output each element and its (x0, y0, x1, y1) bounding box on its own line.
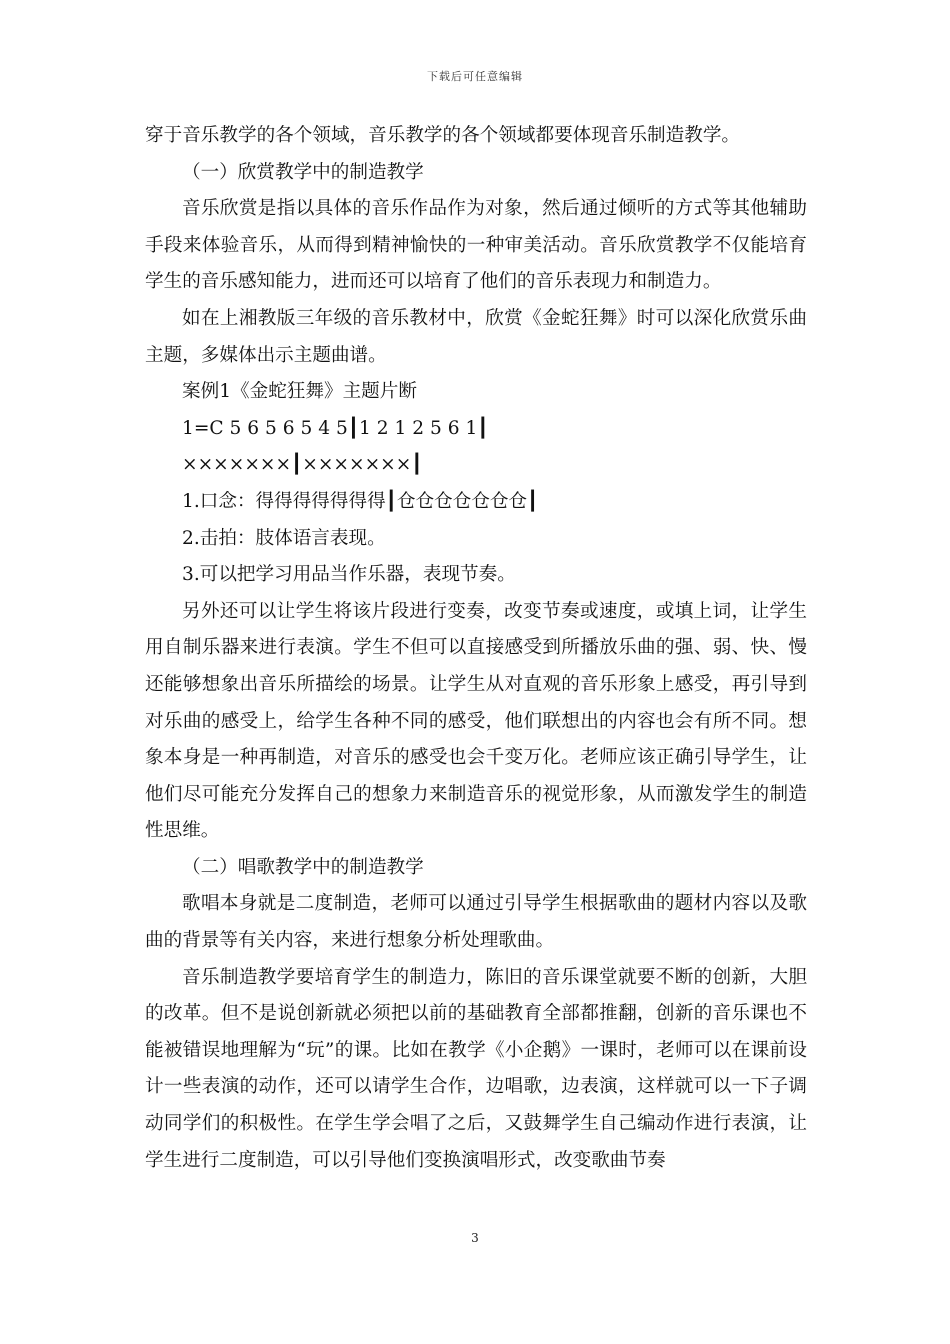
page-number: 3 (471, 1231, 479, 1245)
document-body (145, 118, 807, 1179)
case-title: 案例1《金蛇狂舞》主题片断 (182, 381, 417, 403)
paragraph-singing: 歌唱本身就是二度制造，老师可以通过引导学生根据歌曲的题材内容以及歌曲的背景等有关内容，来进行想象分析处理歌曲。 (145, 893, 807, 952)
page-header: 下载后可任意编辑 (427, 70, 523, 83)
paragraph-creative-teaching: 音乐制造教学要培育学生的制造力，陈旧的音乐课堂就要不断的创新，大胆的改革。但不是说创新就必须把以前的基础教育全部都推翻，创新的音乐课也不能被错误地理解为“玩”的课。比如在教学《小企鹅》一课时，老师可以在课前设计一些表演的动作，还可以请学生合作，边唱歌，边表演，这样就可以一下子调动同学们的积极性。在学生学会唱了之后，又鼓舞学生自己编动作进行表演，让学生进行二度制造，可以引导他们变换演唱形式，改变歌曲节奏 (145, 966, 807, 1171)
paragraph-music-appreciation: 音乐欣赏是指以具体的音乐作品作为对象，然后通过倾听的方式等其他辅助手段来体验音乐，从而得到精神愉快的一种审美活动。音乐欣赏教学不仅能培育学生的音乐感知能力，进而还可以培育了他们的音乐表现力和制造力。 (145, 198, 807, 293)
activity-item-clap: 2.击拍：肢体语言表现。 (182, 527, 386, 549)
paragraph-continuation: 穿于音乐教学的各个领域，音乐教学的各个领域都要体现音乐制造教学。 (145, 125, 741, 146)
paragraph-variation: 另外还可以让学生将该片段进行变奏，改变节奏或速度，或填上词，让学生用自制乐器来进行表演。学生不但可以直接感受到所播放乐曲的强、弱、快、慢还能够想象出音乐所描绘的场景。让学生从对直观的音乐形象上感受，再引导到对乐曲的感受上，给学生各种不同的感受，他们联想出的内容也会有所不同。想象本身是一种再制造，对音乐的感受也会千变万化。老师应该正确引导学生，让他们尽可能充分发挥自己的想象力来制造音乐的视觉形象，从而激发学生的制造性思维。 (145, 600, 807, 842)
score-notation-line: 1=C 5 6 5 6 5 4 5┃1 2 1 2 5 6 1┃ (182, 417, 489, 439)
paragraph-textbook-example: 如在上湘教版三年级的音乐教材中，欣赏《金蛇狂舞》时可以深化欣赏乐曲主题，多媒体出示主题曲谱。 (145, 307, 807, 366)
section-heading-appreciation: （一）欣赏教学中的制造教学 (182, 161, 424, 183)
rhythm-notation-line: ×××××××┃×××××××┃ (182, 454, 423, 476)
activity-item-instruments: 3.可以把学习用品当作乐器，表现节奏。 (182, 564, 516, 586)
activity-item-chant: 1.口念：得得得得得得得┃仓仓仓仓仓仓仓┃ (182, 490, 539, 512)
section-heading-singing: （二）唱歌教学中的制造教学 (182, 856, 424, 878)
